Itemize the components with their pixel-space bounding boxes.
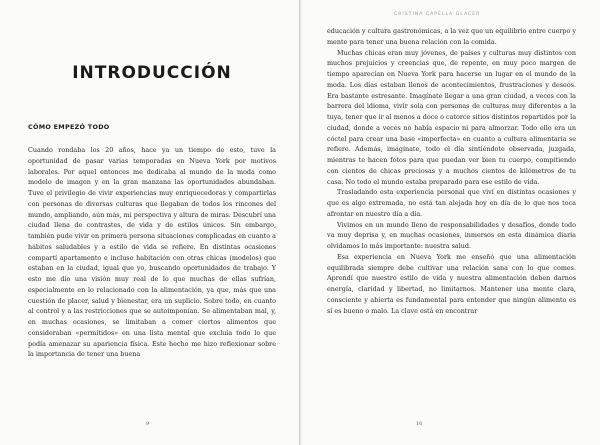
section-heading: CÓMO EMPEZÓ TODO <box>28 123 110 131</box>
paragraph: educación y cultura gastronómicas, a la vez que un equilibrio entre cuerpo y mente para tener una buena relación con la comida. <box>327 27 576 46</box>
right-page <box>300 0 600 445</box>
paragraph: Vivimos en un mundo lleno de responsabilidades y desafíos, donde todo va muy deprisa y, en muchas ocasiones, inmersos en esta dinámica diaria olvidamos lo más importante: nuestra salud. <box>327 220 576 250</box>
page-number-left: 9 <box>146 421 150 427</box>
paragraph: Muchas chicas eran muy jóvenes, de países y culturas muy distintos con muchos prejuicios y creencias que, de repente, en muy poco margen de tiempo aparecían en Nueva York para hacerse un lugar en el mundo de la moda. Los días estaban llenos de acontecimientos, frustraciones y deseos. Era bastante estresante. Imagínate llegar a una gran ciudad, a veces con la barrera del idioma, vivir sola con personas de culturas muy diferentes a la tuya, tener que ir al menos a doce o catorce sitios distintos repartidos por la ciudad, donde a veces no había espacio ni para almorzar. Todo ello era un cóctel para crear una base «imperfecta» en cuanto a cultura alimentaria se refiere. Además, imagínate, todo el día sintiéndote observada, juzgada, mientras te hacen fotos para que puedan ver bien tu cuerpo, compitiendo con cientos de chicas preciosas y a muchos cientos de kilómetros de tu casa. No todo el mundo estaba preparado para ese estilo de vida. <box>327 48 576 186</box>
paragraph: Trasladando esta experiencia personal que viví en distintas ocasiones y que es algo extremada, no está tan alejada hoy en día de lo que nos toca afrontar en nuestro día a día. <box>327 188 576 218</box>
left-page-body <box>28 145 276 360</box>
page-number-right: 10 <box>416 421 423 427</box>
running-head: CRISTINA CAPELLA GLACER <box>394 12 481 17</box>
right-page-body <box>327 26 576 316</box>
paragraph: Cuando rondaba los 20 años, hace ya un tiempo de esto, tuve la oportunidad de pasar varias temporadas en Nueva York por motivos laborales. Por aquel entonces me dedicaba al mundo de la moda como modelo de imagen y en la gran manzana las oportunidades abundaban. Tuve el privilegio de vivir experiencias muy enriquecedoras y compartirlas con personas de diversas culturas que llegaban de todos los rincones del mundo, ampliando, aún más, mi perspectiva y altura de miras. Descubrí una ciudad llena de contrastes, de vida y de estilos únicos. Sin embargo, también pude vivir en primera persona situaciones complicadas en cuanto a hábitos saludables y a estilo de vida se refiere. En distintas ocasiones compartí apartamento e incluso habitación con otras chicas (modelos) que estaban en la ciudad, igual que yo, buscando oportunidades de trabajo. Y esto me dio una visión muy real de lo que muchas de ellas sufrían, especialmente en lo relacionado con la alimentación, ya que, más que una cuestión de placer, salud y bienestar, era un suplicio. Sobre todo, en cuanto al control y a las restricciones que se autoimponían. Se alimentaban mal, y, en muchas ocasiones, se limitaban a comer ciertos alimentos que consideraban «permitidos» en una lista mental que excluía todo lo que podía amenazar su apariencia física. Este hecho me hizo reflexionar sobre la importancia de tener una buena <box>28 146 276 359</box>
chapter-title: INTRODUCCIÓN <box>72 63 232 83</box>
paragraph: Esa experiencia en Nueva York me enseñó que una alimentación equilibrada siempre debe cultivar una relación sana con lo que comes. Aprendí que nuestro estilo de vida y nuestra alimentación deben darnos energía, claridad y libertad, no limitarnos. Mantener una mente clara, consciente y abierta es fundamental para entender que ningún alimento es sí es bueno o malo. La clave está en encontrar <box>327 252 576 315</box>
